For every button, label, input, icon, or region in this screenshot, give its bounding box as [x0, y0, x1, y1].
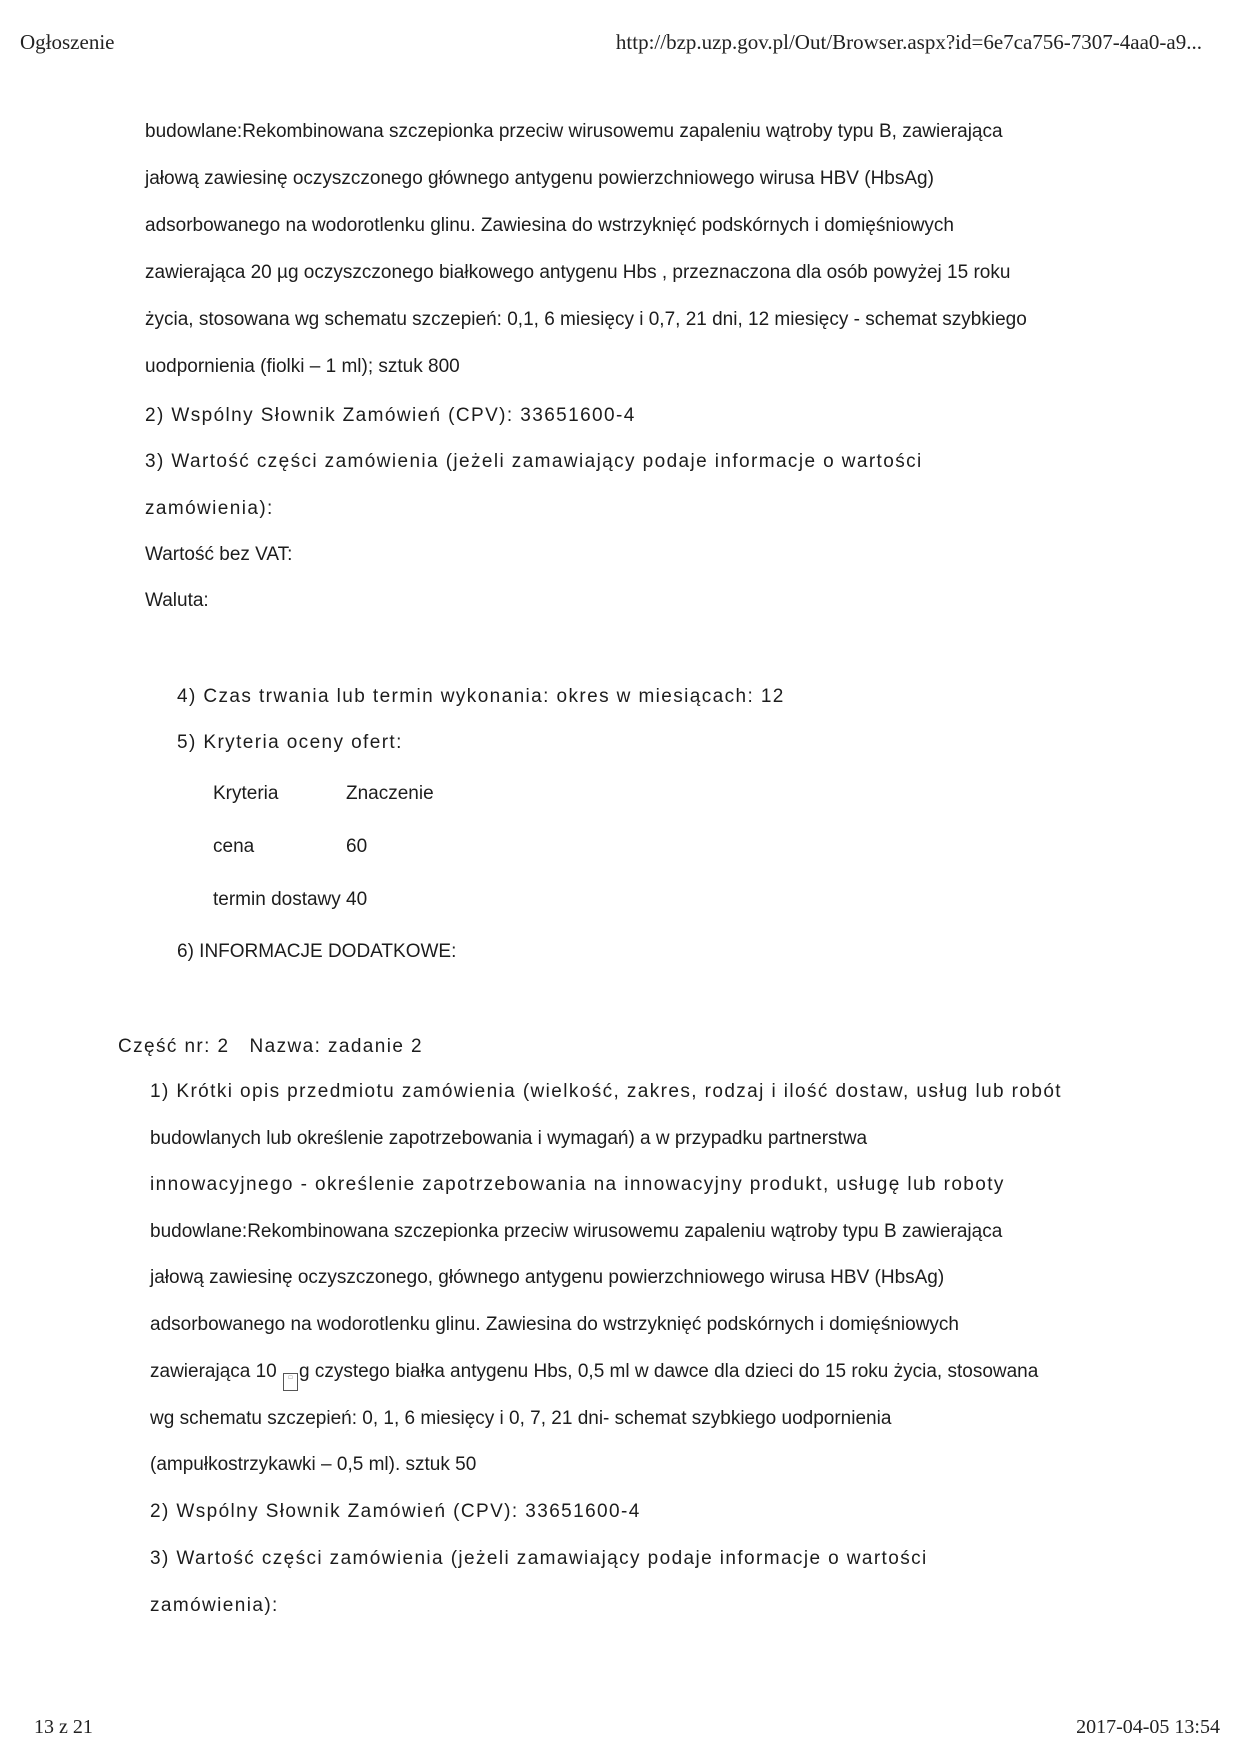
cpv-code: 2) Wspólny Słownik Zamówień (CPV): 33651600-4 — [150, 1501, 641, 1522]
text-line: życia, stosowana wg schematu szczepień: 0,1, 6 miesięcy i 0,7, 21 dni, 12 miesięcy - schemat szybkiego — [145, 309, 1027, 330]
text-line: innowacyjnego - określenie zapotrzebowania na innowacyjny produkt, usługę lub roboty — [150, 1174, 1005, 1195]
page-url: http://bzp.uzp.gov.pl/Out/Browser.aspx?id=6e7ca756-7307-4aa0-a9... — [615, 30, 1202, 54]
text-line: budowlane:Rekombinowana szczepionka przeciw wirusowemu zapaleniu wątroby typu B, zawierająca — [145, 121, 1003, 142]
criteria-heading: 5) Kryteria oceny ofert: — [177, 732, 403, 753]
duration: 4) Czas trwania lub termin wykonania: okres w miesiącach: 12 — [177, 686, 785, 707]
text-line: (ampułkostrzykawki – 0,5 ml). sztuk 50 — [150, 1454, 477, 1475]
part-value-heading-cont: zamówienia): — [145, 498, 274, 519]
value-without-vat: Wartość bez VAT: — [145, 544, 293, 565]
part-value-heading-cont: zamówienia): — [150, 1595, 279, 1616]
criteria-header-name: Kryteria — [213, 783, 279, 804]
page-title: Ogłoszenie — [20, 30, 115, 54]
criteria-row-name: termin dostawy — [213, 889, 341, 910]
page-number: 13 z 21 — [34, 1716, 93, 1738]
text-line: adsorbowanego na wodorotlenku glinu. Zawiesina do wstrzyknięć podskórnych i domięśniowych — [145, 215, 954, 236]
text-line: uodpornienia (fiolki – 1 ml); sztuk 800 — [145, 356, 460, 377]
text-line: jałową zawiesinę oczyszczonego głównego antygenu powierzchniowego wirusa HBV (HbsAg) — [145, 168, 934, 189]
criteria-row-name: cena — [213, 836, 255, 857]
cpv-code: 2) Wspólny Słownik Zamówień (CPV): 33651600-4 — [145, 405, 636, 426]
criteria-row-weight: 60 — [346, 836, 368, 857]
print-datetime: 2017-04-05 13:54 — [1076, 1716, 1220, 1738]
text-line: budowlane:Rekombinowana szczepionka przeciw wirusowemu zapaleniu wątroby typu B zawierająca — [150, 1221, 1003, 1242]
text-line: zawierająca 20 µg oczyszczonego białkowego antygenu Hbs , przeznaczona dla osób powyżej 15 roku — [145, 262, 1011, 283]
text-fragment: g czystego białka antygenu Hbs, 0,5 ml w dawce dla dzieci do 15 roku życia, stosowana — [299, 1361, 1039, 1382]
text-line — [150, 1360, 1038, 1391]
part-value-heading: 3) Wartość części zamówienia (jeżeli zamawiający podaje informacje o wartości — [145, 451, 923, 472]
missing-glyph-icon: □ — [283, 1373, 298, 1391]
text-line: wg schematu szczepień: 0, 1, 6 miesięcy i 0, 7, 21 dni- schemat szybkiego uodpornienia — [150, 1408, 892, 1429]
currency: Waluta: — [145, 590, 209, 611]
additional-info-heading: 6) INFORMACJE DODATKOWE: — [177, 941, 457, 962]
criteria-row-weight: 40 — [346, 889, 368, 910]
text-line: jałową zawiesinę oczyszczonego, głównego antygenu powierzchniowego wirusa HBV (HbsAg) — [150, 1267, 945, 1288]
text-line: 1) Krótki opis przedmiotu zamówienia (wielkość, zakres, rodzaj i ilość dostaw, usług lub robót — [150, 1081, 1062, 1102]
part-value-heading: 3) Wartość części zamówienia (jeżeli zamawiający podaje informacje o wartości — [150, 1548, 928, 1569]
text-fragment: zawierająca 10 — [150, 1361, 283, 1382]
part2-title: Część nr: 2 Nazwa: zadanie 2 — [118, 1036, 423, 1057]
criteria-header-weight: Znaczenie — [346, 783, 434, 804]
text-line: budowlanych lub określenie zapotrzebowania i wymagań) a w przypadku partnerstwa — [150, 1128, 868, 1149]
text-line: adsorbowanego na wodorotlenku glinu. Zawiesina do wstrzyknięć podskórnych i domięśniowych — [150, 1314, 959, 1335]
